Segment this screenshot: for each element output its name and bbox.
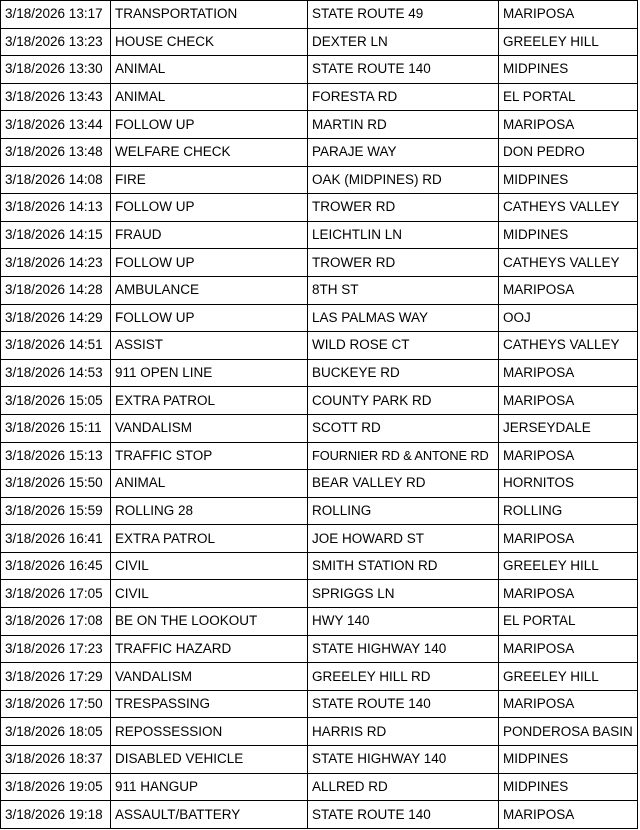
call-type-cell: CIVIL bbox=[111, 552, 308, 580]
table-row bbox=[1, 166, 638, 194]
area-cell: MIDPINES bbox=[499, 773, 638, 801]
call-type-cell: FRAUD bbox=[111, 221, 308, 249]
area-cell: MIDPINES bbox=[499, 221, 638, 249]
call-type-cell: TRAFFIC HAZARD bbox=[111, 635, 308, 663]
table-row bbox=[1, 552, 638, 580]
location-cell: FORESTA RD bbox=[308, 83, 499, 111]
datetime-cell: 3/18/2026 19:05 bbox=[1, 773, 111, 801]
area-cell: MIDPINES bbox=[499, 56, 638, 84]
location-cell: OAK (MIDPINES) RD bbox=[308, 166, 499, 194]
call-type-cell: VANDALISM bbox=[111, 414, 308, 442]
table-row bbox=[1, 83, 638, 111]
table-row bbox=[1, 56, 638, 84]
call-type-cell: FIRE bbox=[111, 166, 308, 194]
area-cell: MARIPOSA bbox=[499, 801, 638, 829]
table-row bbox=[1, 746, 638, 774]
call-type-cell: FOLLOW UP bbox=[111, 249, 308, 277]
datetime-cell: 3/18/2026 13:48 bbox=[1, 138, 111, 166]
location-cell: ALLRED RD bbox=[308, 773, 499, 801]
area-cell: GREELEY HILL bbox=[499, 663, 638, 691]
area-cell: OOJ bbox=[499, 304, 638, 332]
location-cell: SMITH STATION RD bbox=[308, 552, 499, 580]
call-log-body bbox=[1, 1, 638, 829]
area-cell: MARIPOSA bbox=[499, 111, 638, 139]
location-cell: STATE HIGHWAY 140 bbox=[308, 635, 499, 663]
location-cell: STATE ROUTE 140 bbox=[308, 690, 499, 718]
location-cell: TROWER RD bbox=[308, 249, 499, 277]
location-cell: STATE HIGHWAY 140 bbox=[308, 746, 499, 774]
table-row bbox=[1, 497, 638, 525]
datetime-cell: 3/18/2026 17:29 bbox=[1, 663, 111, 691]
location-cell: LEICHTLIN LN bbox=[308, 221, 499, 249]
table-row bbox=[1, 1, 638, 29]
datetime-cell: 3/18/2026 19:18 bbox=[1, 801, 111, 829]
table-row bbox=[1, 138, 638, 166]
location-cell: LAS PALMAS WAY bbox=[308, 304, 499, 332]
datetime-cell: 3/18/2026 14:23 bbox=[1, 249, 111, 277]
area-cell: GREELEY HILL bbox=[499, 552, 638, 580]
area-cell: CATHEYS VALLEY bbox=[499, 332, 638, 360]
location-cell: STATE ROUTE 140 bbox=[308, 801, 499, 829]
call-type-cell: FOLLOW UP bbox=[111, 111, 308, 139]
datetime-cell: 3/18/2026 14:15 bbox=[1, 221, 111, 249]
call-type-cell: TRESPASSING bbox=[111, 690, 308, 718]
table-row bbox=[1, 249, 638, 277]
table-row bbox=[1, 194, 638, 222]
area-cell: MARIPOSA bbox=[499, 276, 638, 304]
table-row bbox=[1, 635, 638, 663]
datetime-cell: 3/18/2026 14:29 bbox=[1, 304, 111, 332]
area-cell: DON PEDRO bbox=[499, 138, 638, 166]
call-type-cell: REPOSSESSION bbox=[111, 718, 308, 746]
area-cell: MARIPOSA bbox=[499, 580, 638, 608]
datetime-cell: 3/18/2026 15:13 bbox=[1, 442, 111, 470]
datetime-cell: 3/18/2026 14:28 bbox=[1, 276, 111, 304]
location-cell: SCOTT RD bbox=[308, 414, 499, 442]
area-cell: CATHEYS VALLEY bbox=[499, 249, 638, 277]
location-cell: FOURNIER RD & ANTONE RD bbox=[308, 442, 499, 470]
location-cell: SPRIGGS LN bbox=[308, 580, 499, 608]
area-cell: MARIPOSA bbox=[499, 525, 638, 553]
datetime-cell: 3/18/2026 13:43 bbox=[1, 83, 111, 111]
call-type-cell: HOUSE CHECK bbox=[111, 28, 308, 56]
datetime-cell: 3/18/2026 17:08 bbox=[1, 608, 111, 636]
area-cell: MARIPOSA bbox=[499, 1, 638, 29]
call-type-cell: EXTRA PATROL bbox=[111, 387, 308, 415]
call-type-cell: ASSAULT/BATTERY bbox=[111, 801, 308, 829]
area-cell: MIDPINES bbox=[499, 746, 638, 774]
area-cell: MARIPOSA bbox=[499, 635, 638, 663]
location-cell: HWY 140 bbox=[308, 608, 499, 636]
area-cell: PONDEROSA BASIN bbox=[499, 718, 638, 746]
datetime-cell: 3/18/2026 16:45 bbox=[1, 552, 111, 580]
table-row bbox=[1, 580, 638, 608]
location-cell: TROWER RD bbox=[308, 194, 499, 222]
table-row bbox=[1, 414, 638, 442]
location-cell: GREELEY HILL RD bbox=[308, 663, 499, 691]
call-type-cell: CIVIL bbox=[111, 580, 308, 608]
datetime-cell: 3/18/2026 15:11 bbox=[1, 414, 111, 442]
location-cell: MARTIN RD bbox=[308, 111, 499, 139]
table-row bbox=[1, 718, 638, 746]
area-cell: EL PORTAL bbox=[499, 608, 638, 636]
location-cell: COUNTY PARK RD bbox=[308, 387, 499, 415]
area-cell: GREELEY HILL bbox=[499, 28, 638, 56]
call-type-cell: FOLLOW UP bbox=[111, 194, 308, 222]
table-row bbox=[1, 608, 638, 636]
datetime-cell: 3/18/2026 13:44 bbox=[1, 111, 111, 139]
area-cell: MIDPINES bbox=[499, 166, 638, 194]
location-cell: HARRIS RD bbox=[308, 718, 499, 746]
location-cell: ROLLING bbox=[308, 497, 499, 525]
call-type-cell: FOLLOW UP bbox=[111, 304, 308, 332]
datetime-cell: 3/18/2026 13:17 bbox=[1, 1, 111, 29]
call-type-cell: VANDALISM bbox=[111, 663, 308, 691]
area-cell: MARIPOSA bbox=[499, 387, 638, 415]
table-row bbox=[1, 221, 638, 249]
call-type-cell: AMBULANCE bbox=[111, 276, 308, 304]
table-row bbox=[1, 387, 638, 415]
table-row bbox=[1, 690, 638, 718]
call-type-cell: ANIMAL bbox=[111, 470, 308, 498]
call-type-cell: DISABLED VEHICLE bbox=[111, 746, 308, 774]
table-row bbox=[1, 525, 638, 553]
call-type-cell: ROLLING 28 bbox=[111, 497, 308, 525]
datetime-cell: 3/18/2026 13:30 bbox=[1, 56, 111, 84]
call-type-cell: TRANSPORTATION bbox=[111, 1, 308, 29]
table-row bbox=[1, 28, 638, 56]
table-row bbox=[1, 359, 638, 387]
datetime-cell: 3/18/2026 14:51 bbox=[1, 332, 111, 360]
location-cell: WILD ROSE CT bbox=[308, 332, 499, 360]
area-cell: MARIPOSA bbox=[499, 359, 638, 387]
area-cell: JERSEYDALE bbox=[499, 414, 638, 442]
table-row bbox=[1, 332, 638, 360]
datetime-cell: 3/18/2026 14:53 bbox=[1, 359, 111, 387]
datetime-cell: 3/18/2026 17:23 bbox=[1, 635, 111, 663]
area-cell: MARIPOSA bbox=[499, 442, 638, 470]
datetime-cell: 3/18/2026 15:50 bbox=[1, 470, 111, 498]
location-cell: STATE ROUTE 140 bbox=[308, 56, 499, 84]
datetime-cell: 3/18/2026 15:59 bbox=[1, 497, 111, 525]
call-type-cell: BE ON THE LOOKOUT bbox=[111, 608, 308, 636]
datetime-cell: 3/18/2026 18:37 bbox=[1, 746, 111, 774]
table-row bbox=[1, 442, 638, 470]
location-cell: DEXTER LN bbox=[308, 28, 499, 56]
call-type-cell: TRAFFIC STOP bbox=[111, 442, 308, 470]
datetime-cell: 3/18/2026 16:41 bbox=[1, 525, 111, 553]
table-row bbox=[1, 663, 638, 691]
datetime-cell: 3/18/2026 17:05 bbox=[1, 580, 111, 608]
datetime-cell: 3/18/2026 14:13 bbox=[1, 194, 111, 222]
datetime-cell: 3/18/2026 17:50 bbox=[1, 690, 111, 718]
location-cell: 8TH ST bbox=[308, 276, 499, 304]
datetime-cell: 3/18/2026 15:05 bbox=[1, 387, 111, 415]
table-row bbox=[1, 304, 638, 332]
call-type-cell: WELFARE CHECK bbox=[111, 138, 308, 166]
area-cell: CATHEYS VALLEY bbox=[499, 194, 638, 222]
datetime-cell: 3/18/2026 14:08 bbox=[1, 166, 111, 194]
location-cell: PARAJE WAY bbox=[308, 138, 499, 166]
location-cell: STATE ROUTE 49 bbox=[308, 1, 499, 29]
call-type-cell: ANIMAL bbox=[111, 56, 308, 84]
call-type-cell: ANIMAL bbox=[111, 83, 308, 111]
call-type-cell: ASSIST bbox=[111, 332, 308, 360]
table-row bbox=[1, 111, 638, 139]
call-type-cell: 911 HANGUP bbox=[111, 773, 308, 801]
table-row bbox=[1, 801, 638, 829]
area-cell: ROLLING bbox=[499, 497, 638, 525]
table-row bbox=[1, 470, 638, 498]
location-cell: BUCKEYE RD bbox=[308, 359, 499, 387]
area-cell: MARIPOSA bbox=[499, 690, 638, 718]
table-row bbox=[1, 276, 638, 304]
datetime-cell: 3/18/2026 13:23 bbox=[1, 28, 111, 56]
datetime-cell: 3/18/2026 18:05 bbox=[1, 718, 111, 746]
area-cell: EL PORTAL bbox=[499, 83, 638, 111]
call-type-cell: EXTRA PATROL bbox=[111, 525, 308, 553]
call-type-cell: 911 OPEN LINE bbox=[111, 359, 308, 387]
area-cell: HORNITOS bbox=[499, 470, 638, 498]
location-cell: BEAR VALLEY RD bbox=[308, 470, 499, 498]
table-row bbox=[1, 773, 638, 801]
location-cell: JOE HOWARD ST bbox=[308, 525, 499, 553]
